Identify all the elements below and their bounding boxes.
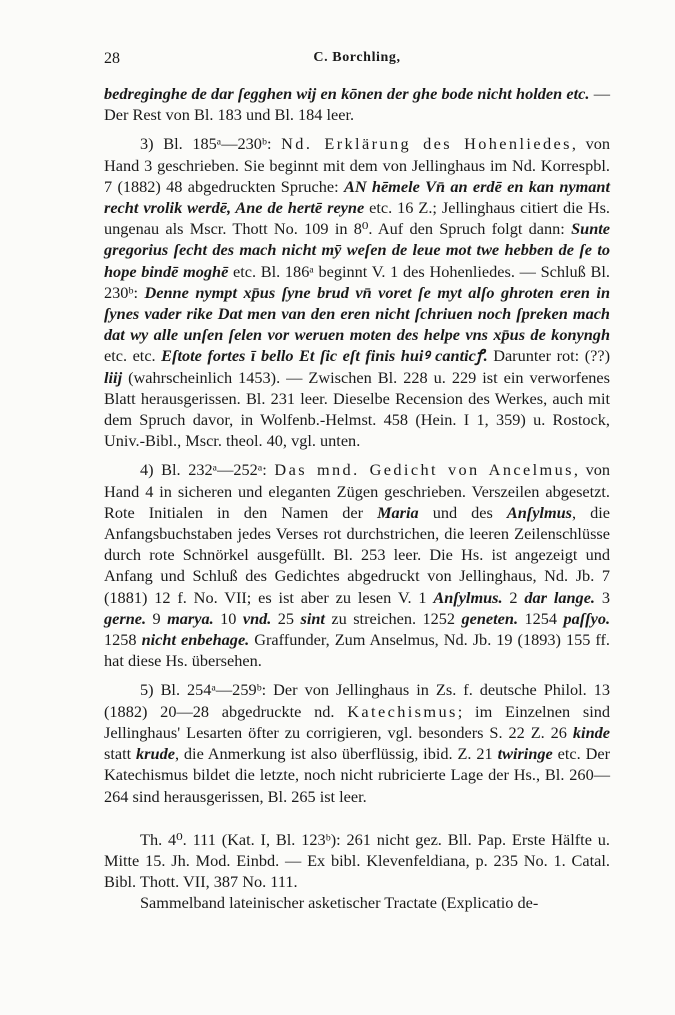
page-header: [104, 50, 610, 74]
text-run: 9: [146, 608, 168, 628]
text-run: Th. 4⁰. 111 (Kat. I, Bl. 123ᵇ): 261 nicht gez. Bll. Pap. Erste Hälfte u. Mitte 15. Jh. Mod. Einbd. — Ex bibl. Klevenfeldiana, p. 235 No. 1. Catal. Bibl. Thott. VII, 387 No. 111.: [104, 829, 610, 892]
page-body: [104, 83, 610, 914]
italic-quote: dar lange.: [524, 587, 595, 607]
paragraph-item-4: [104, 459, 610, 671]
text-run: , die Anmerkung ist also überflüssig, ibid. Z. 21: [174, 744, 498, 764]
italic-quote: Eſtote fortes ī bello Et ſic eſt finis huiꝰ canticꝭ.: [161, 346, 488, 366]
italic-quote: krude: [136, 744, 175, 764]
text-run: , die Anfangsbuchstaben jedes Verses rot durchstrichen, die leeren Zeilenschlüsse durch rote Schnörkel ausgefüllt. Bl. 253 leer. Die Hs. ist angezeigt und Anfang und Schluß des Gedichtes abgedruckt von Jellinghaus, Nd. Jb. 7 (1881) 12 f. No. VII; es ist aber zu lesen V. 1: [104, 502, 610, 607]
italic-quote: marya.: [167, 608, 214, 628]
text-run: etc. 16 Z.; Jellinghaus citiert die Hs. ungenau als Mscr. Thott No. 109 in 8⁰. Auf den Spruch folgt dann:: [104, 198, 611, 239]
paragraph-item-5: [104, 679, 610, 806]
italic-quote: Denne nympt xp̄us ſyne brud vn̄ voret ſe myt alſo ghroten eren in ſynes vader rike Dat men van den eren nicht ſchriuen noch ſpreken mach dat wy alle unſen ſelen vor weruen moten des helpe vns xp̄us de konyngh: [104, 282, 610, 345]
text-run: 1254: [518, 608, 564, 628]
text-run: Sammelband lateinischer asketischer Tractate (Explicatio de-: [140, 893, 539, 913]
italic-quote: vnd.: [242, 608, 272, 628]
italic-quote: geneten.: [461, 608, 519, 628]
text-run: ; im Einzelnen sind Jellinghaus' Lesarten öfter zu corrigieren, vgl. besonders S. 22 Z. 26: [104, 701, 611, 742]
text-run: 3) Bl. 185ᵃ—230ᵇ:: [140, 134, 282, 154]
text-run: etc. Bl. 186ᵃ beginnt V. 1 des Hohenliedes. — Schluß Bl. 230ᵇ:: [104, 261, 610, 302]
italic-quote: Maria: [377, 502, 419, 522]
italic-quote: kinde: [572, 722, 610, 742]
spaced-title: Nd. Erklärung des Hohenliedes: [281, 134, 572, 154]
text-run: 1258: [104, 630, 142, 650]
text-run: 5) Bl. 254ᵃ—259ᵇ: Der von Jellinghaus in Zs. f. deutsche Philol. 13 (1882) 20—28 abgedruckte nd.: [104, 680, 610, 721]
text-run: etc. etc.: [104, 346, 162, 366]
page-number: 28: [104, 50, 120, 67]
text-run: 4) Bl. 232ᵃ—252ᵃ:: [140, 460, 275, 480]
text-run: Darunter rot: (??): [487, 346, 611, 366]
italic-quote: twiringe: [497, 744, 553, 764]
paragraph-manuscript-entry: [104, 829, 610, 893]
italic-quote: paſſyo.: [563, 608, 611, 628]
text-run: statt: [104, 744, 137, 764]
paragraph-continuation: [104, 83, 610, 125]
italic-quote: bedreginghe de dar ſegghen wij en kōnen der ghe bode nicht holden etc.: [104, 84, 590, 103]
text-run: etc. Der Katechismus bildet die letzte, noch nicht rubricierte Lage der Hs., Bl. 260—264 sind herausgerissen, Bl. 265 ist leer.: [104, 744, 611, 806]
italic-quote: gerne.: [104, 608, 147, 628]
text-run: und des: [418, 502, 507, 522]
paragraph-manuscript-description: [104, 892, 610, 913]
italic-quote: Sunte gregorius ſecht des mach nicht mȳ weſen de leue mot twe hebben de ſe to hope bindē moghē: [104, 219, 610, 281]
text-run: 3: [595, 587, 610, 607]
running-title: C. Borchling,: [313, 50, 401, 65]
spaced-title: Katechismus: [347, 701, 458, 721]
italic-quote: AN hēmele Vn̄ an erdē en kan nymant recht vrolik werdē, Ane de hertē reyne: [104, 176, 611, 218]
text-run: 25: [271, 608, 301, 628]
paragraph-item-3: [104, 133, 610, 451]
italic-quote: liij: [104, 367, 123, 387]
italic-quote: nicht enbehage.: [141, 630, 250, 650]
text-run: 10: [213, 608, 243, 628]
italic-quote: sint: [300, 608, 325, 628]
text-run: 2: [502, 587, 525, 607]
italic-quote: Anſylmus: [506, 502, 573, 522]
text-run: , von Hand 4 in sicheren und eleganten Zügen geschrieben. Verszeilen abgesetzt. Rote Initialen in den Namen der: [104, 460, 611, 522]
spaced-title: Das mnd. Gedicht von Ancelmus: [274, 460, 574, 480]
text-run: (wahrscheinlich 1453). — Zwischen Bl. 228 u. 229 ist ein verworfenes Blatt herausgerissen. Bl. 231 leer. Dieselbe Recension des Werkes, auch mit dem Spruch davor, in Wolfenb.-Helmst. 458 (Hein. I 1, 359) u. Rostock, Univ.-Bibl., Mscr. theol. 40, vgl. unten.: [104, 367, 610, 451]
text-run: zu streichen. 1252: [324, 608, 462, 628]
text-run: Graffunder, Zum Anselmus, Nd. Jb. 19 (1893) 155 ff. hat diese Hs. übersehen.: [104, 630, 610, 671]
text-run: — Der Rest von Bl. 183 und Bl. 184 leer.: [104, 84, 611, 125]
text-run: , von Hand 3 geschrieben. Sie beginnt mit dem von Jellinghaus im Nd. Korrespbl. 7 (1882) 48 abgedruckten Spruche:: [104, 134, 611, 196]
italic-quote: Anſylmus.: [433, 587, 503, 607]
